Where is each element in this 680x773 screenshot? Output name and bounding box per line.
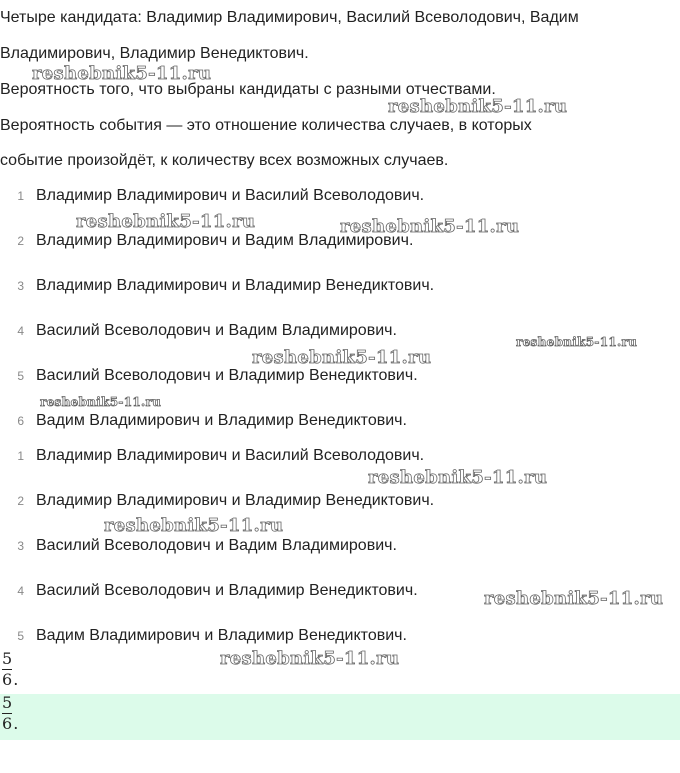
watermark: reshebnik5-11.ru (252, 347, 432, 368)
fraction-numerator: 5 (2, 649, 13, 668)
list-item-number: 1 (17, 449, 24, 463)
list-item (0, 409, 407, 433)
fraction-denominator: 6 (2, 670, 13, 689)
list-item-text: Владимир Владимирович и Владимир Венедиктович. (36, 277, 435, 294)
definition-line-2: событие произойдёт, к количеству всех возможных случаев. (0, 152, 449, 169)
list-item-number: 3 (17, 279, 24, 293)
watermark: reshebnik5-11.ru (76, 211, 256, 232)
fraction-period: . (13, 670, 19, 689)
list-item-text: Владимир Владимирович и Владимир Венедиктович. (36, 492, 435, 509)
watermark: reshebnik5-11.ru (368, 467, 548, 488)
list-item-number: 1 (17, 189, 24, 203)
list-item (0, 579, 418, 603)
list-item-number: 4 (17, 584, 24, 598)
answer-denominator: 6 (2, 714, 13, 733)
watermark: reshebnik5-11.ru (220, 648, 400, 669)
list-item-text: Василий Всеволодович и Вадим Владимирович. (36, 322, 397, 339)
list-item-text: Владимир Владимирович и Василий Всеволодович. (36, 447, 425, 464)
watermark: reshebnik5-11.ru (340, 216, 520, 237)
list-item (0, 489, 434, 513)
definition-line-1: Вероятность события — это отношение количества случаев, в которых (0, 117, 532, 134)
question-text: Вероятность того, что выбраны кандидаты с разными отчествами. (0, 81, 496, 98)
list-item-number: 3 (17, 539, 24, 553)
list-item (0, 274, 434, 298)
list-item-text: Василий Всеволодович и Владимир Венедиктович. (36, 582, 418, 599)
watermark: reshebnik5-11.ru (40, 395, 162, 409)
answer-period: . (13, 714, 19, 733)
list-item-number: 5 (17, 369, 24, 383)
intro-line-1: Четыре кандидата: Владимир Владимирович, Василий Всеволодович, Вадим (0, 9, 579, 26)
answer-highlight (0, 694, 680, 740)
answer-fraction (2, 694, 18, 733)
list-item-number: 6 (17, 414, 24, 428)
list-item-text: Василий Всеволодович и Вадим Владимирович. (36, 537, 397, 554)
list-item-number: 5 (17, 629, 24, 643)
list-item (0, 184, 424, 208)
intro-line-2: Владимирович, Владимир Венедиктович. (0, 45, 309, 62)
list-item (0, 624, 407, 648)
watermark: reshebnik5-11.ru (388, 96, 568, 117)
list-item-number: 4 (17, 324, 24, 338)
watermark: reshebnik5-11.ru (32, 63, 212, 84)
list-item (0, 319, 397, 343)
watermark: reshebnik5-11.ru (104, 515, 284, 536)
list-item (0, 364, 418, 388)
list-item-number: 2 (17, 494, 24, 508)
list-item (0, 534, 397, 558)
watermark: reshebnik5-11.ru (516, 335, 638, 349)
answer-numerator: 5 (2, 693, 13, 712)
list-item (0, 229, 413, 253)
list-item-text: Вадим Владимирович и Владимир Венедиктович. (36, 412, 407, 429)
list-item (0, 444, 424, 468)
list-item-text: Владимир Владимирович и Вадим Владимирович. (36, 232, 414, 249)
list-item-text: Владимир Владимирович и Василий Всеволодович. (36, 187, 425, 204)
watermark: reshebnik5-11.ru (484, 588, 664, 609)
list-item-number: 2 (17, 234, 24, 248)
list-item-text: Василий Всеволодович и Владимир Венедиктович. (36, 367, 418, 384)
probability-fraction (2, 650, 18, 689)
list-item-text: Вадим Владимирович и Владимир Венедиктович. (36, 627, 407, 644)
